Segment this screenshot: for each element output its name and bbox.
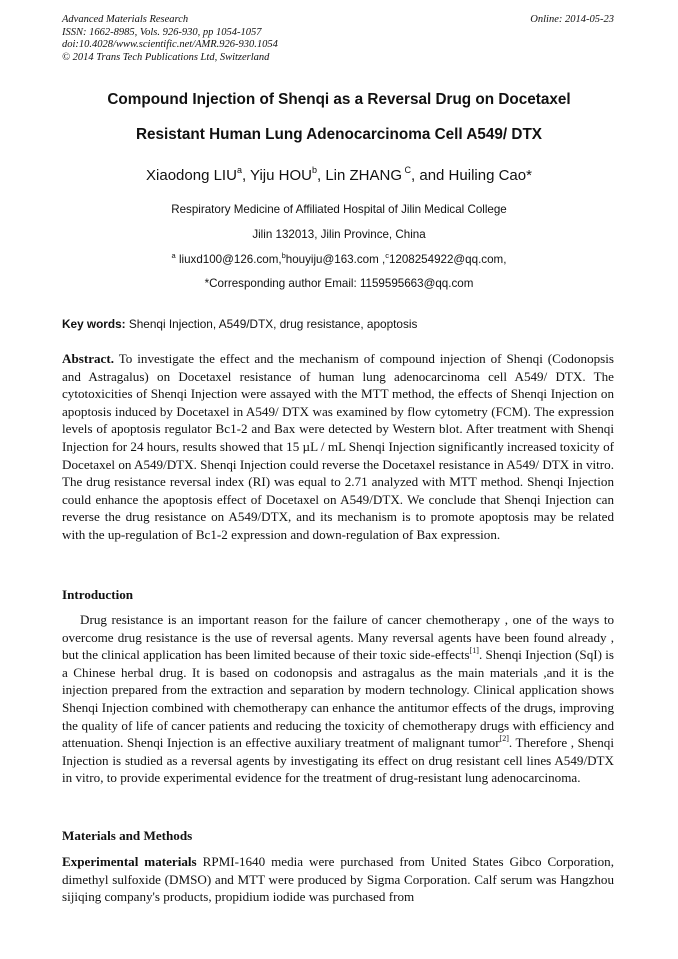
- doi-line[interactable]: doi:10.4028/www.scientific.net/AMR.926-930.1054: [62, 39, 278, 51]
- abstract-text: To investigate the effect and the mechanism of compound injection of Shenqi (Codonopsis and Astragalus) on Docetaxel resistance of human lung adenocarcinoma cell A549/ DTX. The cytotoxicities of Shenqi Injection were assayed with the MTT method, the effects of Shenqi Injection on apoptosis induced by Docetaxel in A549/ DTX was examined by flow cytometry (FCM). The expression levels of apoptosis regulator Bc1-2 and Bax were detected by Western blot. After treatment with Shenqi Injection for 24 hours, results showed that 15 µL / mL Shenqi Injection significantly increased toxicity of Docetaxel on A549/DTX. Shenqi Injection could reverse the Docetaxel resistance in A549/ DTX in vitro. The drug resistance reversal index (RI) was equal to 2.71 analyzed with MTT method. Shenqi Injection could enhance the apoptosis effect of Docetaxel on A549/DTX. We conclude that Shenqi Injection can reverse the drug resistance on A549/DTX, and its mechanism is to promote apoptosis may be related with the up-regulation of Bc1-2 expression and down-regulation of Bax expression.: [62, 351, 614, 542]
- email-b[interactable]: houyiju@163.com ,: [285, 253, 386, 266]
- methods-heading: Materials and Methods: [62, 828, 193, 843]
- methods-paragraph: [62, 853, 614, 906]
- introduction-paragraph: [62, 611, 614, 787]
- author-2-mark: b: [311, 165, 317, 175]
- author-1-mark: a: [236, 165, 242, 175]
- email-mark-b: b: [281, 251, 286, 260]
- intro-text-2: . Shenqi Injection (SqI) is a Chinese herbal drug. It is based on codonopsis and astragalus as the main materials ,and it is the injection prepared from the extraction and separation by modern technology. Clinical application shows Shenqi Injection combined with chemotherapy can enhance the antitumor effects of the drugs, improving the quality of life of cancer patients and reducing the toxicity of chemotherapy drugs with efficiency and attenuation. Shenqi Injection is an effective auxiliary treatment of malignant tumor: [62, 647, 614, 751]
- email-mark-c: c: [385, 251, 389, 260]
- author-3: , Lin ZHANG: [317, 167, 403, 184]
- intro-text-1: Drug resistance is an important reason for the failure of cancer chemotherapy , one of the ways to overcome drug resistance is the use of reversal agents. Many reversal agents have been found already , but the clinical application has been limited because of their toxic side-effects: [62, 612, 614, 663]
- keywords-label: Key words:: [62, 317, 126, 331]
- abstract-label: Abstract.: [62, 351, 114, 366]
- copyright-line: © 2014 Trans Tech Publications Ltd, Switzerland: [62, 51, 270, 63]
- email-c[interactable]: 1208254922@qq.com,: [388, 253, 507, 266]
- author-2: , Yiju HOU: [241, 167, 312, 184]
- corresponding-author: *Corresponding author Email: 1159595663@qq.com: [204, 277, 474, 290]
- paper-title-line-2: Resistant Human Lung Adenocarcinoma Cell A549/ DTX: [135, 126, 543, 143]
- citation-2[interactable]: [2]: [499, 734, 509, 744]
- paper-title-line-1: Compound Injection of Shenqi as a Reversal Drug on Docetaxel: [107, 91, 571, 108]
- author-emails: [0, 253, 678, 266]
- journal-name: Advanced Materials Research: [62, 14, 189, 25]
- online-date: Online: 2014-05-23: [530, 14, 614, 25]
- author-3-mark: C: [402, 165, 412, 175]
- abstract: [62, 350, 614, 544]
- email-a[interactable]: liuxd100@126.com,: [175, 253, 282, 266]
- email-mark-a: a: [171, 251, 176, 260]
- keywords-text: Shenqi Injection, A549/DTX, drug resistance, apoptosis: [125, 317, 418, 331]
- methods-text: RPMI-1640 media were purchased from United States Gibco Corporation, dimethyl sulfoxide (DMSO) and MTT were produced by Sigma Corporation. Calf serum was Hangzhou sijiqing company's products, propidium iodide was purchased from: [62, 854, 615, 905]
- affiliation-line-1: Respiratory Medicine of Affiliated Hospital of Jilin Medical College: [171, 203, 507, 216]
- affiliation-line-2: Jilin 132013, Jilin Province, China: [252, 228, 426, 241]
- keywords: [62, 317, 614, 331]
- introduction-heading: Introduction: [62, 587, 134, 602]
- author-list: [0, 167, 678, 184]
- issn-line: ISSN: 1662-8985, Vols. 926-930, pp 1054-1057: [62, 26, 262, 38]
- author-1: Xiaodong LIU: [146, 167, 237, 184]
- methods-label: Experimental materials: [62, 854, 197, 869]
- journal-header: [62, 14, 614, 64]
- intro-text-3: . Therefore , Shenqi Injection is studied as a reversal agents by investigating its effect on drug resistant cell lines A549/DTX in vitro, to provide experimental evidence for the treatment of drug-resistant lung adenocarcinoma.: [62, 735, 614, 786]
- citation-1[interactable]: [1]: [469, 646, 479, 656]
- author-4: , and Huiling Cao*: [411, 167, 532, 184]
